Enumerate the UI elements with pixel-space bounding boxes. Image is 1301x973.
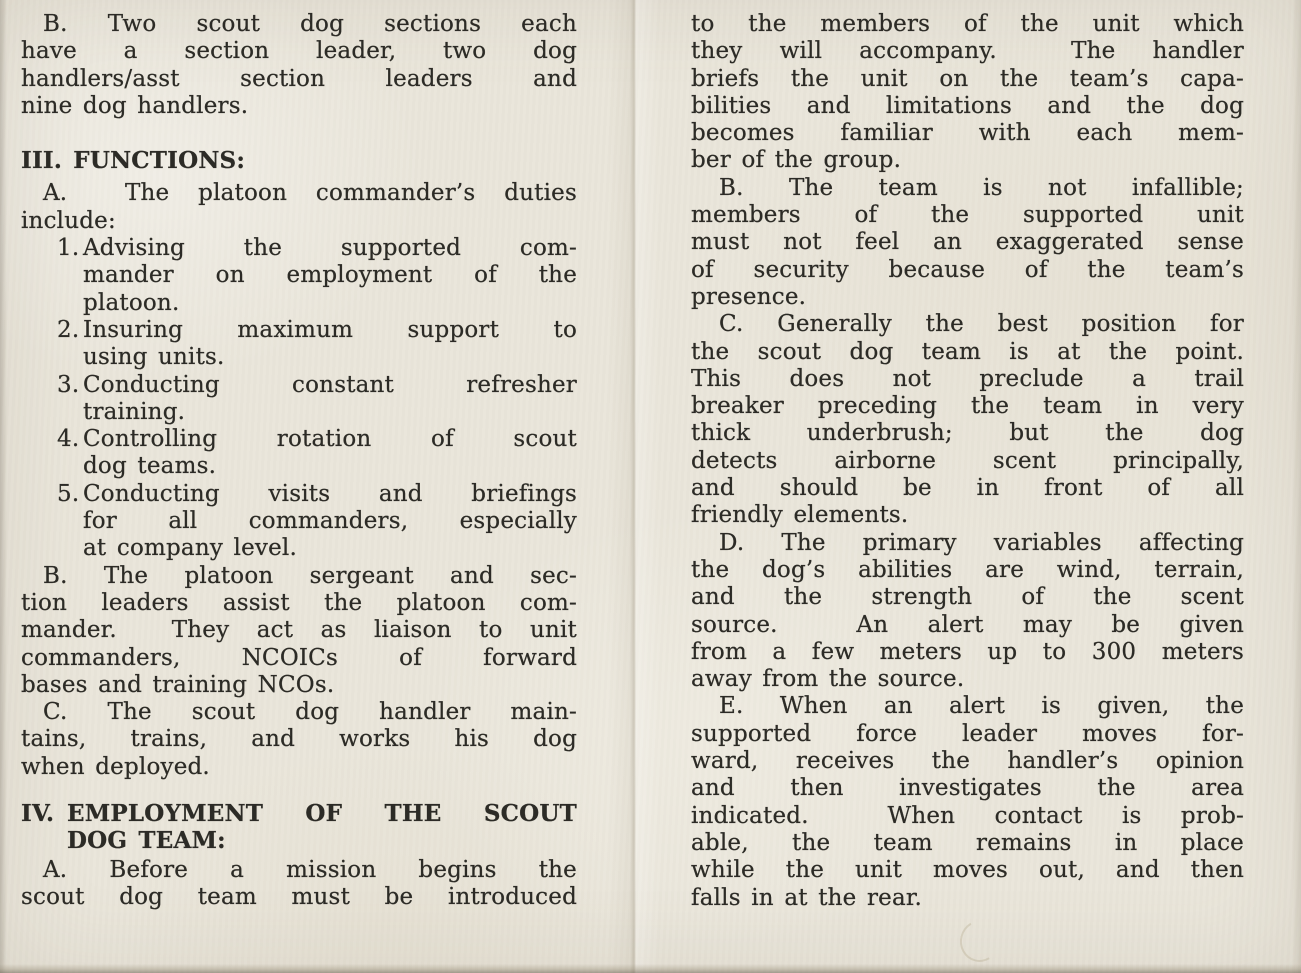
text-line: Conducting visits and briefings [83,480,577,507]
text-line: they will accompany. The handler [691,38,1244,65]
paragraph-b-infallible [691,175,1244,311]
scan-right-edge [1292,0,1301,973]
text-line: scout dog team must be introduced [21,883,577,910]
list-number: 3. [57,371,80,398]
text-line: mander on employment of the [83,262,577,289]
paragraph-b-sections [21,11,577,120]
text-line: Insuring maximum support to [83,316,577,343]
text-line: and should be in front of all [691,475,1244,502]
paragraph-e-alert [691,693,1244,911]
text-line: This does not preclude a trail [691,365,1244,392]
text-line: have a section leader, two dog [21,38,577,65]
text-line: from a few meters up to 300 meters [691,638,1244,665]
left-column [21,11,577,911]
text-line: the dog’s abilities are wind, terrain, [691,556,1244,583]
text-line: while the unit moves out, and then [691,857,1244,884]
text-line: bases and training NCOs. [21,671,335,698]
text-line: C. Generally the best position for [719,311,1244,338]
text-line: presence. [691,283,807,310]
text-line: when deployed. [21,753,210,780]
text-line: breaker preceding the team in very [691,393,1244,420]
list-item-3 [21,372,577,427]
paragraph-c-handler [21,699,577,781]
text-line: and the strength of the scent [691,584,1244,611]
text-line: EMPLOYMENT OF THE SCOUT [67,800,577,828]
text-line: using units. [83,344,225,371]
text-line: supported force leader moves for- [691,720,1244,747]
text-line: of security because of the team’s [691,256,1244,283]
text-line: dog teams. [83,453,217,480]
paragraph-continued-introduction [691,11,1244,175]
text-line: for all commanders, especially [83,508,577,535]
text-line: include: [21,207,116,234]
list-item-2 [21,317,577,372]
list-item-5 [21,481,577,563]
paragraph-c-position [691,311,1244,529]
text-line: ward, receives the handler’s opinion [691,748,1244,775]
text-line: DOG TEAM: [67,827,226,855]
text-line: bilities and limitations and the dog [691,92,1244,119]
text-line: commanders, NCOICs of forward [21,644,577,671]
text-line: at company level. [83,535,297,562]
section-heading-functions: III. FUNCTIONS: [21,147,246,175]
text-line: detects airborne scent principally, [691,447,1244,474]
text-line: Advising the supported com- [83,235,577,262]
paragraph-a-duties [21,180,577,235]
text-line: away from the source. [691,666,965,693]
list-number: 1. [57,235,80,262]
scan-left-edge [0,0,7,973]
paragraph-a-before-mission [21,857,577,912]
text-line: briefs the unit on the team’s capa- [691,65,1244,92]
paragraph-d-variables [691,530,1244,694]
text-line: source. An alert may be given [691,611,1244,638]
list-number: 5. [57,480,80,507]
scan-bottom-edge [0,964,1301,973]
text-line: E. When an alert is given, the [719,693,1244,720]
paragraph-b-sergeant [21,563,577,699]
paper-blemish [955,916,1005,967]
text-line: nine dog handlers. [21,92,249,119]
section-heading-employment [21,800,577,855]
text-line: falls in at the rear. [691,884,923,911]
list-item-4 [21,426,577,481]
list-number: 4. [57,426,80,453]
text-line: D. The primary variables affecting [719,529,1244,556]
text-line: Controlling rotation of scout [83,426,577,453]
text-line: platoon. [83,289,180,316]
text-line: members of the supported unit [691,202,1244,229]
text-line: Conducting constant refresher [83,371,577,398]
text-line: B. Two scout dog sections each [43,11,577,37]
list-number: 2. [57,316,80,343]
text-line: training. [83,398,186,425]
text-line: ber of the group. [691,147,902,174]
text-line: must not feel an exaggerated sense [691,229,1244,256]
text-line: to the members of the unit which [691,11,1244,37]
page-fold-crease [608,0,660,973]
text-line: mander. They act as liaison to unit [21,617,577,644]
text-line: able, the team remains in place [691,829,1244,856]
text-line: becomes familiar with each mem- [691,120,1244,147]
text-line: C. The scout dog handler main- [43,699,577,726]
text-line: tion leaders assist the platoon com- [21,589,577,616]
text-line: A. Before a mission begins the [43,856,577,883]
text-line: the scout dog team is at the point. [691,338,1244,365]
text-line: tains, trains, and works his dog [21,726,577,753]
text-line: A. The platoon commander’s duties [43,180,577,207]
text-line: thick underbrush; but the dog [691,420,1244,447]
text-line: handlers/asst section leaders and [21,65,577,92]
text-line: indicated. When contact is prob- [691,802,1244,829]
section-numeral: IV. [21,800,55,828]
text-line: B. The platoon sergeant and sec- [43,562,577,589]
text-line: friendly elements. [691,502,909,529]
right-column [691,11,1244,912]
text-line: B. The team is not infallible; [719,174,1244,201]
text-line: and then investigates the area [691,775,1244,802]
list-item-1 [21,235,577,317]
